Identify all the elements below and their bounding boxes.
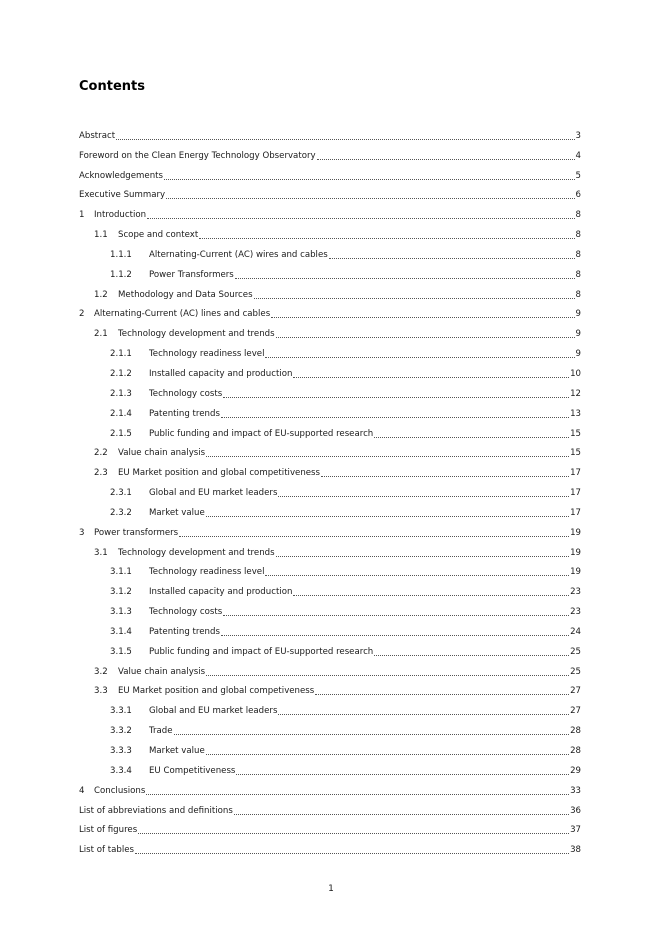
toc-entry-page: 15: [570, 448, 581, 459]
toc-dot-leader: [116, 139, 574, 140]
toc-entry-page: 4: [575, 150, 581, 161]
toc-entry-label: Value chain analysis: [118, 666, 206, 677]
toc-entry-number: 4: [79, 785, 85, 796]
toc-entry-number: 2: [79, 309, 85, 320]
toc-dot-leader: [135, 853, 569, 854]
toc-entry-label: Alternating-Current (AC) wires and cables: [149, 249, 328, 260]
toc-dot-leader: [174, 734, 570, 735]
toc-entry[interactable]: [79, 281, 581, 301]
toc-entry-label: List of abbreviations and definitions: [79, 805, 233, 816]
toc-entry-page: 38: [570, 845, 581, 856]
toc-entry-label: Power Transformers: [149, 269, 234, 280]
toc-entry-number: 1.1.2: [110, 269, 132, 280]
toc-entry[interactable]: [79, 182, 581, 202]
toc-entry[interactable]: [79, 301, 581, 321]
toc-entry[interactable]: [79, 420, 581, 440]
toc-dot-leader: [278, 496, 569, 497]
toc-dot-leader: [265, 575, 569, 576]
table-of-contents: [79, 122, 581, 856]
toc-entry-number: 3.3.1: [110, 706, 132, 717]
toc-entry-page: 23: [570, 607, 581, 618]
toc-entry[interactable]: [79, 241, 581, 261]
toc-entry-label: Patenting trends: [149, 626, 220, 637]
toc-entry-label: Installed capacity and production: [149, 587, 293, 598]
toc-entry[interactable]: [79, 142, 581, 162]
toc-entry-label: Market value: [149, 507, 205, 518]
toc-entry-label: Scope and context: [118, 230, 199, 241]
toc-entry-page: 24: [570, 626, 581, 637]
toc-entry[interactable]: [79, 797, 581, 817]
toc-entry[interactable]: [79, 578, 581, 598]
toc-entry-label: Technology readiness level: [149, 349, 265, 360]
toc-entry-label: List of figures: [79, 825, 138, 836]
toc-entry-label: Installed capacity and production: [149, 368, 293, 379]
toc-entry[interactable]: [79, 340, 581, 360]
toc-entry[interactable]: [79, 261, 581, 281]
toc-entry-number: 2.1.4: [110, 408, 132, 419]
toc-entry-number: 2.3.1: [110, 488, 132, 499]
toc-dot-leader: [206, 516, 569, 517]
toc-entry-label: Trade: [149, 726, 173, 737]
toc-entry-number: 3.1.5: [110, 646, 132, 657]
toc-dot-leader: [223, 397, 569, 398]
toc-entry-page: 17: [570, 468, 581, 479]
toc-entry-number: 2.1: [94, 329, 108, 340]
toc-entry-number: 3.1.4: [110, 626, 132, 637]
toc-entry-page: 8: [575, 230, 581, 241]
toc-entry-page: 10: [570, 368, 581, 379]
toc-entry-page: 36: [570, 805, 581, 816]
toc-entry-label: Market value: [149, 746, 205, 756]
toc-entry[interactable]: [79, 638, 581, 658]
toc-dot-leader: [271, 317, 574, 318]
toc-entry-page: 8: [575, 210, 581, 221]
toc-dot-leader: [276, 556, 569, 557]
toc-dot-leader: [278, 714, 569, 715]
toc-dot-leader: [265, 357, 574, 358]
toc-entry-label: Abstract: [79, 130, 116, 141]
toc-dot-leader: [206, 456, 569, 457]
toc-dot-leader: [221, 417, 569, 418]
toc-entry[interactable]: [79, 678, 581, 698]
toc-entry-number: 3.1.1: [110, 567, 132, 578]
toc-dot-leader: [374, 655, 569, 656]
toc-dot-leader: [199, 238, 574, 239]
toc-entry[interactable]: [79, 459, 581, 479]
toc-dot-leader: [179, 536, 569, 537]
toc-entry-page: 9: [575, 349, 581, 360]
toc-entry[interactable]: [79, 697, 581, 717]
toc-entry-page: 8: [575, 269, 581, 280]
toc-entry-label: Global and EU market leaders: [149, 706, 278, 717]
toc-entry-number: 1.1.1: [110, 249, 132, 260]
toc-entry-page: 29: [570, 765, 581, 776]
toc-entry[interactable]: [79, 440, 581, 460]
toc-dot-leader: [254, 298, 575, 299]
toc-dot-leader: [374, 437, 569, 438]
toc-entry[interactable]: [79, 499, 581, 519]
toc-entry-label: Public funding and impact of EU-supported research: [149, 428, 374, 439]
toc-entry-number: 2.1.1: [110, 349, 132, 360]
toc-entry-number: 2.1.2: [110, 368, 132, 379]
toc-entry-page: 13: [570, 408, 581, 419]
toc-entry[interactable]: [79, 400, 581, 420]
toc-dot-leader: [321, 476, 569, 477]
toc-entry-number: 2.3.2: [110, 507, 132, 518]
toc-entry-number: 3.1: [94, 547, 108, 558]
toc-dot-leader: [276, 337, 575, 338]
toc-entry[interactable]: [79, 598, 581, 618]
toc-entry-page: 8: [575, 289, 581, 300]
toc-entry-label: EU Market position and global competiveness: [118, 686, 315, 697]
toc-entry-page: 37: [570, 825, 581, 836]
toc-entry-number: 3.1.2: [110, 587, 132, 598]
toc-entry[interactable]: [79, 757, 581, 777]
toc-dot-leader: [147, 218, 574, 219]
contents-title: Contents: [79, 79, 145, 94]
toc-entry-page: 19: [570, 567, 581, 578]
toc-entry-label: Introduction: [94, 210, 147, 221]
toc-dot-leader: [223, 615, 569, 616]
toc-dot-leader: [146, 794, 569, 795]
toc-entry-label: EU Competitiveness: [149, 765, 236, 776]
toc-entry[interactable]: [79, 618, 581, 638]
toc-entry[interactable]: [79, 122, 581, 142]
toc-entry-label: Global and EU market leaders: [149, 488, 278, 499]
toc-entry-label: Technology development and trends: [118, 547, 275, 558]
toc-entry-page: 25: [570, 646, 581, 657]
toc-entry-page: 28: [570, 726, 581, 737]
toc-entry-number: 1.2: [94, 289, 108, 300]
toc-entry-label: Technology costs: [149, 607, 223, 618]
toc-dot-leader: [329, 258, 575, 259]
toc-entry-number: 3.3.2: [110, 726, 132, 737]
toc-entry[interactable]: [79, 479, 581, 499]
toc-dot-leader: [164, 179, 575, 180]
toc-entry-page: 27: [570, 686, 581, 697]
toc-entry-number: 2.1.5: [110, 428, 132, 439]
toc-entry[interactable]: [79, 658, 581, 678]
toc-entry[interactable]: [79, 221, 581, 241]
toc-entry[interactable]: [79, 320, 581, 340]
toc-dot-leader: [138, 833, 569, 834]
toc-entry-label: Technology development and trends: [118, 329, 275, 340]
toc-entry-number: 3.3: [94, 686, 108, 697]
toc-entry-page: 8: [575, 249, 581, 260]
toc-entry-number: 2.2: [94, 448, 108, 459]
toc-entry-page: 12: [570, 388, 581, 399]
toc-entry-number: 3: [79, 527, 85, 538]
toc-entry-page: 5: [575, 170, 581, 181]
toc-entry-label: Methodology and Data Sources: [118, 289, 253, 300]
toc-entry-page: 25: [570, 666, 581, 677]
toc-entry-page: 33: [570, 785, 581, 796]
toc-entry[interactable]: [79, 717, 581, 737]
toc-entry-label: Value chain analysis: [118, 448, 206, 459]
toc-entry-label: Alternating-Current (AC) lines and cables: [94, 309, 271, 320]
toc-entry[interactable]: [79, 539, 581, 559]
toc-entry-page: 15: [570, 428, 581, 439]
toc-entry[interactable]: [79, 360, 581, 380]
toc-dot-leader: [293, 595, 569, 596]
toc-entry-number: 2.3: [94, 468, 108, 479]
toc-entry-page: 9: [575, 329, 581, 340]
toc-entry-label: List of tables: [79, 845, 135, 856]
toc-entry[interactable]: [79, 737, 581, 757]
toc-dot-leader: [293, 377, 569, 378]
toc-dot-leader: [315, 694, 569, 695]
toc-entry-label: EU Market position and global competitiveness: [118, 468, 321, 479]
toc-entry[interactable]: [79, 380, 581, 400]
toc-entry-label: Technology costs: [149, 388, 223, 399]
toc-entry-number: 2.1.3: [110, 388, 132, 399]
toc-entry[interactable]: [79, 201, 581, 221]
toc-entry-page: 17: [570, 488, 581, 499]
toc-dot-leader: [235, 278, 575, 279]
toc-entry[interactable]: [79, 559, 581, 579]
toc-entry-page: 19: [570, 547, 581, 558]
toc-entry-number: 3.1.3: [110, 607, 132, 618]
toc-entry[interactable]: [79, 519, 581, 539]
toc-entry-label: Public funding and impact of EU-supported research: [149, 646, 374, 657]
page-number: 1: [328, 884, 334, 894]
toc-entry-label: Foreword on the Clean Energy Technology Observatory: [79, 150, 316, 161]
toc-entry-page: 27: [570, 706, 581, 717]
toc-dot-leader: [221, 635, 569, 636]
toc-dot-leader: [236, 774, 569, 775]
toc-entry[interactable]: [79, 777, 581, 797]
toc-entry-label: Acknowledgements: [79, 170, 163, 181]
toc-entry-number: 3.2: [94, 666, 108, 677]
toc-entry-label: Power transformers: [94, 527, 179, 538]
toc-entry-label: Conclusions: [94, 785, 146, 796]
toc-dot-leader: [206, 675, 569, 676]
toc-entry[interactable]: [79, 162, 581, 182]
toc-entry[interactable]: [79, 817, 581, 837]
toc-entry-number: 3.3.4: [110, 765, 132, 776]
toc-entry-label: Patenting trends: [149, 408, 220, 419]
toc-entry-page: 9: [575, 309, 581, 320]
toc-dot-leader: [206, 754, 569, 755]
toc-entry-page: 23: [570, 587, 581, 598]
toc-entry-label: Technology readiness level: [149, 567, 265, 578]
toc-entry-number: 1: [79, 210, 85, 221]
toc-entry-number: 3.3.3: [110, 746, 132, 756]
toc-entry-page: 3: [575, 130, 581, 141]
toc-entry[interactable]: [79, 836, 581, 856]
toc-dot-leader: [317, 159, 575, 160]
toc-entry-label: Executive Summary: [79, 190, 166, 201]
toc-entry-page: 6: [575, 190, 581, 201]
toc-entry-page: 19: [570, 527, 581, 538]
toc-entry-page: 17: [570, 507, 581, 518]
toc-entry-page: 28: [570, 746, 581, 756]
toc-entry-number: 1.1: [94, 230, 108, 241]
toc-dot-leader: [166, 198, 574, 199]
toc-dot-leader: [234, 814, 569, 815]
